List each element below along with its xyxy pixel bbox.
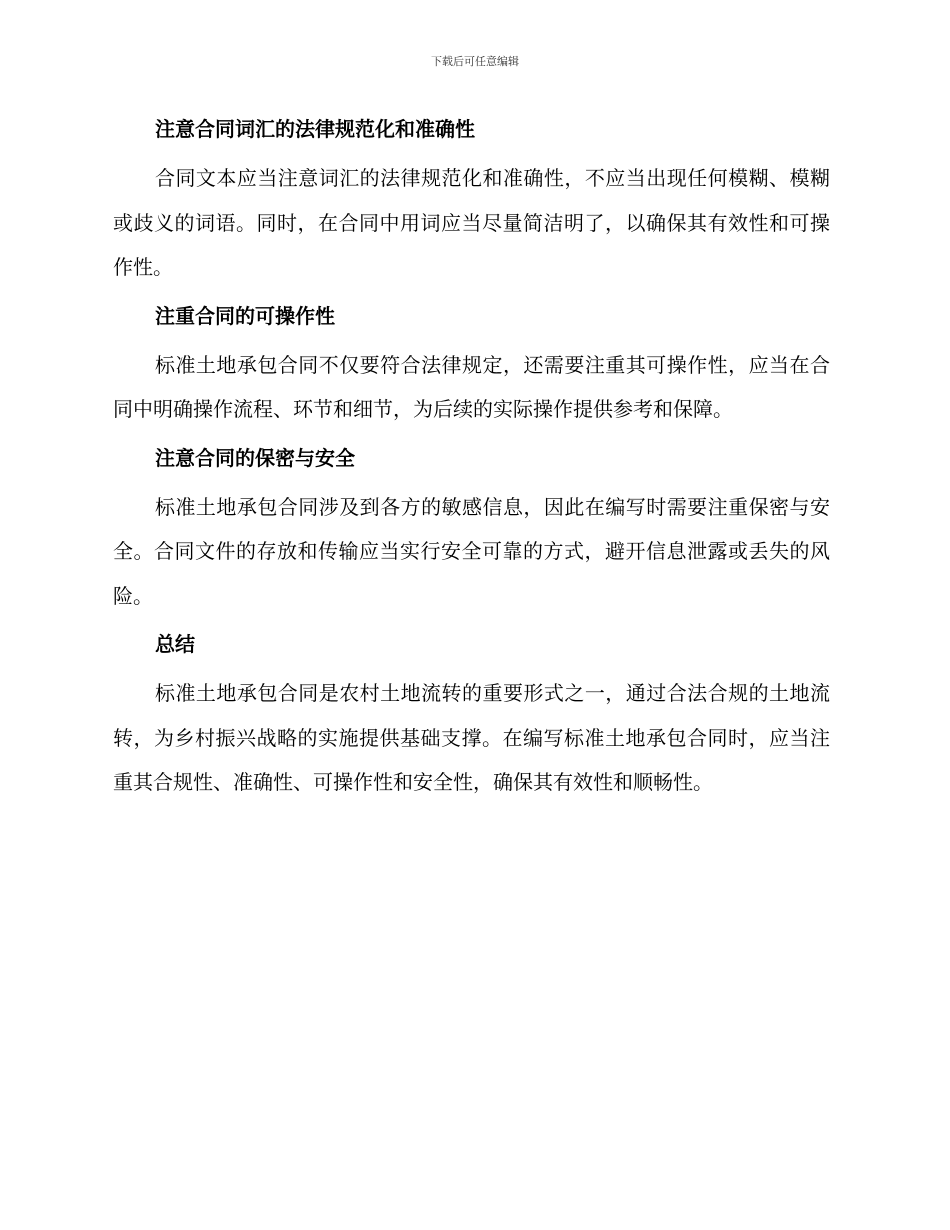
section-legal-wording (113, 112, 830, 290)
section-summary (113, 627, 830, 805)
section-paragraph: 标准土地承包合同是农村土地流转的重要形式之一，通过合法合规的土地流转，为乡村振兴战略的实施提供基础支撑。在编写标准土地承包合同时，应当注重其合规性、准确性、可操作性和安全性，确保其有效性和顺畅性。 (113, 681, 830, 794)
section-operability (113, 299, 830, 432)
section-heading: 注重合同的可操作性 (155, 303, 335, 328)
document-body (113, 112, 830, 814)
section-paragraph: 标准土地承包合同涉及到各方的敏感信息，因此在编写时需要注重保密与安全。合同文件的存放和传输应当实行安全可靠的方式，避开信息泄露或丢失的风险。 (113, 494, 830, 608)
section-paragraph: 合同文本应当注意词汇的法律规范化和准确性，不应当出现任何模糊、模糊或歧义的词语。同时，在合同中用词应当尽量简洁明了，以确保其有效性和可操作性。 (113, 166, 830, 279)
section-confidentiality (113, 441, 830, 619)
page-header: 下载后可任意编辑 (431, 55, 519, 68)
section-heading: 注意合同词汇的法律规范化和准确性 (155, 117, 475, 141)
section-paragraph: 标准土地承包合同不仅要符合法律规定，还需要注重其可操作性，应当在合同中明确操作流程、环节和细节，为后续的实际操作提供参考和保障。 (113, 352, 830, 421)
section-heading: 注意合同的保密与安全 (155, 445, 355, 470)
section-heading: 总结 (155, 632, 195, 656)
